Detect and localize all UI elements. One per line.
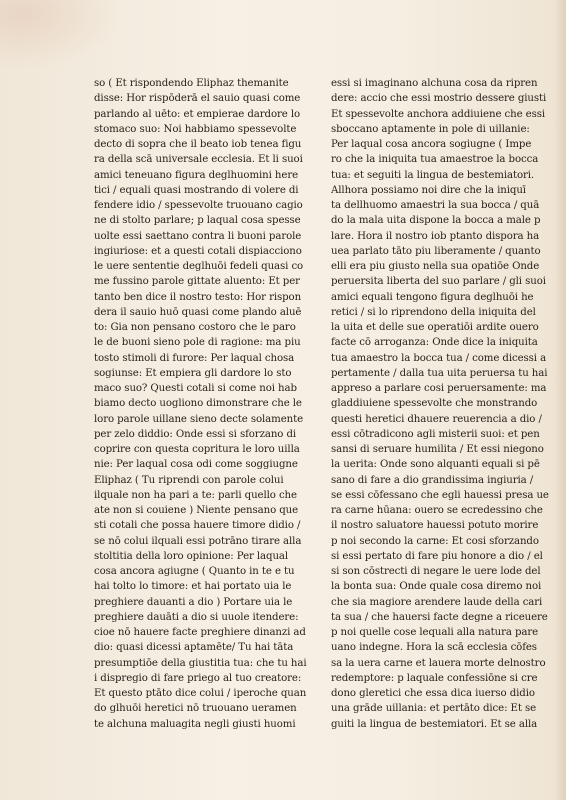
right-column-line: essi cōtradicono agli misterii suoi: et pen: [331, 428, 540, 440]
right-column-line: sansi di seruare humilita / Et essi niegono: [331, 444, 544, 455]
left-column-line: preghiere dauanti a dio ) Portare uia le: [94, 596, 293, 608]
left-column-line: cioe nō hauere facte preghiere dinanzi ad: [94, 627, 306, 638]
left-column-line: stomaco suo: Noi habbiamo spessevolte: [94, 123, 297, 135]
right-column-line: redemptore: p laquale confessiōne si cre: [331, 672, 538, 684]
right-column-line: guiti la lingua de bestemiatori. Et se alla: [331, 718, 538, 730]
left-column-line: le de buoni sieno pole di ragione: ma piu: [94, 337, 301, 349]
left-column-line: so ( Et rispondendo Eliphaz themanite: [94, 78, 289, 89]
left-column-line: decto di sopra che il beato iob tenea figu: [94, 139, 302, 150]
left-column-line: preghiere dauāti a dio si uuole itendere:: [94, 611, 299, 623]
right-column-line: essi si imaginano alchuna cosa da ripren: [331, 78, 538, 89]
right-column-line: sboccano aptamente in pole di uillanie:: [331, 123, 530, 135]
left-column-line: ilquale non ha pari a te: parli quello che: [94, 489, 297, 501]
left-column-line: te alchuna maluagita negli giusti huomi: [94, 718, 296, 730]
left-column-line: tosto stimoli di furore: Per laqual chosa: [94, 352, 295, 364]
right-column-line: retici / si lo riprendono della iniquita del: [331, 306, 536, 318]
right-column-line: appreso a parlare cosi peruersamente: ma: [331, 383, 547, 394]
left-column-line: ra della scā universale ecclesia. Et li suoi: [94, 154, 303, 166]
left-column-line: parlando al uēto: et empierae dardore lo: [94, 108, 301, 120]
right-column-line: gladdiuiene spessevolte che monstrando: [331, 398, 538, 410]
left-column-line: maco suo? Questi cotali si come noi hab: [94, 383, 297, 394]
right-column-line: che sia magiore arendere laude della cari: [331, 596, 543, 608]
left-column-line: sti cotali che possa hauere timore didio /: [94, 520, 301, 532]
left-column-line: coprire con questa copritura le loro uilla: [94, 444, 300, 455]
right-column-line: uea parlato tāto piu liberamente / quanto: [331, 245, 541, 257]
left-column-line: sogiunse: Et empiera gli dardore lo sto: [94, 367, 292, 379]
left-column-line: cosa ancora agiugne ( Quanto in te e tu: [94, 566, 295, 577]
left-column-line: hai tolto lo timore: et hai portato uia le: [94, 581, 292, 593]
right-column-line: si son cōstrecti di negare le uere lode del: [331, 566, 541, 577]
right-column-line: tua amaestro la bocca tua / come dicessi a: [331, 352, 547, 364]
right-column-line: la uerita: Onde sono alquanti equali si pē: [331, 459, 540, 471]
left-column-line: tici / equali quasi mostrando di volere di: [94, 184, 299, 196]
right-column-line: lare. Hora il nostro iob ptanto dispora ha: [331, 230, 540, 242]
left-column-line: Et questo ptāto dice colui / iperoche quan: [94, 688, 307, 699]
right-column-line: la bonta sua: Onde quale cosa diremo noi: [331, 581, 542, 593]
right-column-line: peruersita liberta del suo parlare / gli suoi: [331, 276, 546, 288]
right-column-line: sano di fare a dio grandissima ingiuria /: [331, 474, 534, 486]
paper-stain: [0, 0, 120, 70]
left-column-line: se nō colui ilquali essi potrāno tirare alla: [94, 535, 302, 547]
right-column-line: questi heretici dhauere reuerencia a dio /: [331, 413, 542, 425]
left-column-line: nie: Per laqual cosa odi come soggiugne: [94, 459, 298, 471]
left-column-line: ingiuriose: et a questi cotali dispiacciono: [94, 245, 302, 257]
left-column-line: ate non si couiene ) Niente pensano que: [94, 505, 299, 516]
left-column-line: Eliphaz ( Tu riprendi con parole colui: [94, 474, 284, 486]
page-edge-shadow: [554, 0, 566, 800]
left-column-line: presumptiōe della giustitia tua: che tu hai: [94, 657, 307, 669]
left-column-line: disse: Hor rispōderā el sauio quasi come: [94, 93, 301, 105]
right-column-line: pertamente / dalla tua uita peruersa tu hai: [331, 367, 548, 379]
right-column-line: una grāde uillania: et pertāto dice: Et se: [331, 703, 537, 715]
left-column-line: i dispregio di fare priego al tuo creatore:: [94, 672, 302, 684]
left-column-line: fendere idio / spessevolte truouano cagio: [94, 200, 303, 211]
right-column-line: la uita et delle sue operatiōi ardite ouero: [331, 322, 539, 333]
right-column-line: facte cō arroganza: Onde dice la iniquita: [331, 337, 538, 349]
right-column-line: ro che la iniquita tua amaestroe la bocca: [331, 154, 539, 166]
left-column-line: tanto ben dice il nostro testo: Hor rispon: [94, 291, 302, 303]
right-column-line: dono gleretici che essa dica iuerso didio: [331, 688, 535, 699]
right-column-line: tua: et seguiti la lingua de bestemiatori.: [331, 169, 535, 181]
left-column-line: stoltitia della loro opinione: Per laqual: [94, 550, 289, 562]
left-column-line: to: Gia non pensano costoro che le paro: [94, 322, 296, 333]
left-column-line: do glhuōi heretici nō truouano ueramen: [94, 703, 297, 715]
right-column-line: elli era piu giusto nella sua opatiōe Onde: [331, 261, 540, 272]
right-column-line: amici equali tengono figura deglhuōi he: [331, 291, 534, 303]
right-column-line: sa la uera carne et lauera morte delnostro: [331, 657, 546, 669]
right-column-line: do la mala uita dispone la bocca a male p: [331, 215, 541, 227]
left-column-line: ne di stolto parlare; p laqual cosa spesse: [94, 215, 301, 227]
right-column-line: se essi cōfessano che egli hauessi presa ue: [331, 489, 549, 501]
left-column-line: me fussino parole gittate aluento: Et per: [94, 276, 300, 288]
right-column-line: ta dellhuomo amaestri la sua bocca / quā: [331, 200, 540, 211]
left-column-line: biamo decto uogliono dimonstrare che le: [94, 398, 302, 410]
right-column-line: p noi quelle cose lequali alla natura pare: [331, 627, 539, 638]
right-column-line: dere: accio che essi mostrio dessere giusti: [331, 93, 547, 105]
right-column-line: Allhora possiamo noi dire che la iniquī: [331, 184, 526, 196]
left-column-line: amici teneuano figura deglhuomini here: [94, 169, 299, 181]
left-column-line: dio: quasi dicessi aptamēte/ Tu hai tāta: [94, 642, 294, 654]
right-column-line: Et spessevolte anchora addiuiene che essi: [331, 108, 545, 120]
left-column-line: le uere sententie deglhuōi fedeli quasi co: [94, 261, 304, 272]
right-column-line: si essi pertato di fare piu honore a dio / el: [331, 550, 543, 562]
right-column-line: uano indegne. Hora la scā ecclesia cōfes: [331, 642, 537, 654]
left-column-line: per zelo diddio: Onde essi si sforzano di: [94, 428, 297, 440]
left-column-line: loro parole uillane sieno decte solamente: [94, 413, 304, 425]
text-column-right: [331, 76, 549, 732]
right-column-line: ta sua / che hauersi facte degne a riceuere: [331, 611, 548, 623]
right-column-line: ra carne hūana: ouero se ecredessino che: [331, 505, 543, 516]
right-column-line: Per laqual cosa ancora sogiugne ( Impe: [331, 139, 532, 150]
text-column-left: [94, 76, 309, 732]
right-column-line: p noi secondo la carne: Et cosi sforzando: [331, 535, 539, 547]
right-column-line: il nostro saluatore hauessi potuto morire: [331, 520, 539, 532]
left-column-line: dera il sauio huō quasi come plando aluē: [94, 306, 302, 318]
left-column-line: uolte essi saettano contra li buoni parole: [94, 230, 302, 242]
